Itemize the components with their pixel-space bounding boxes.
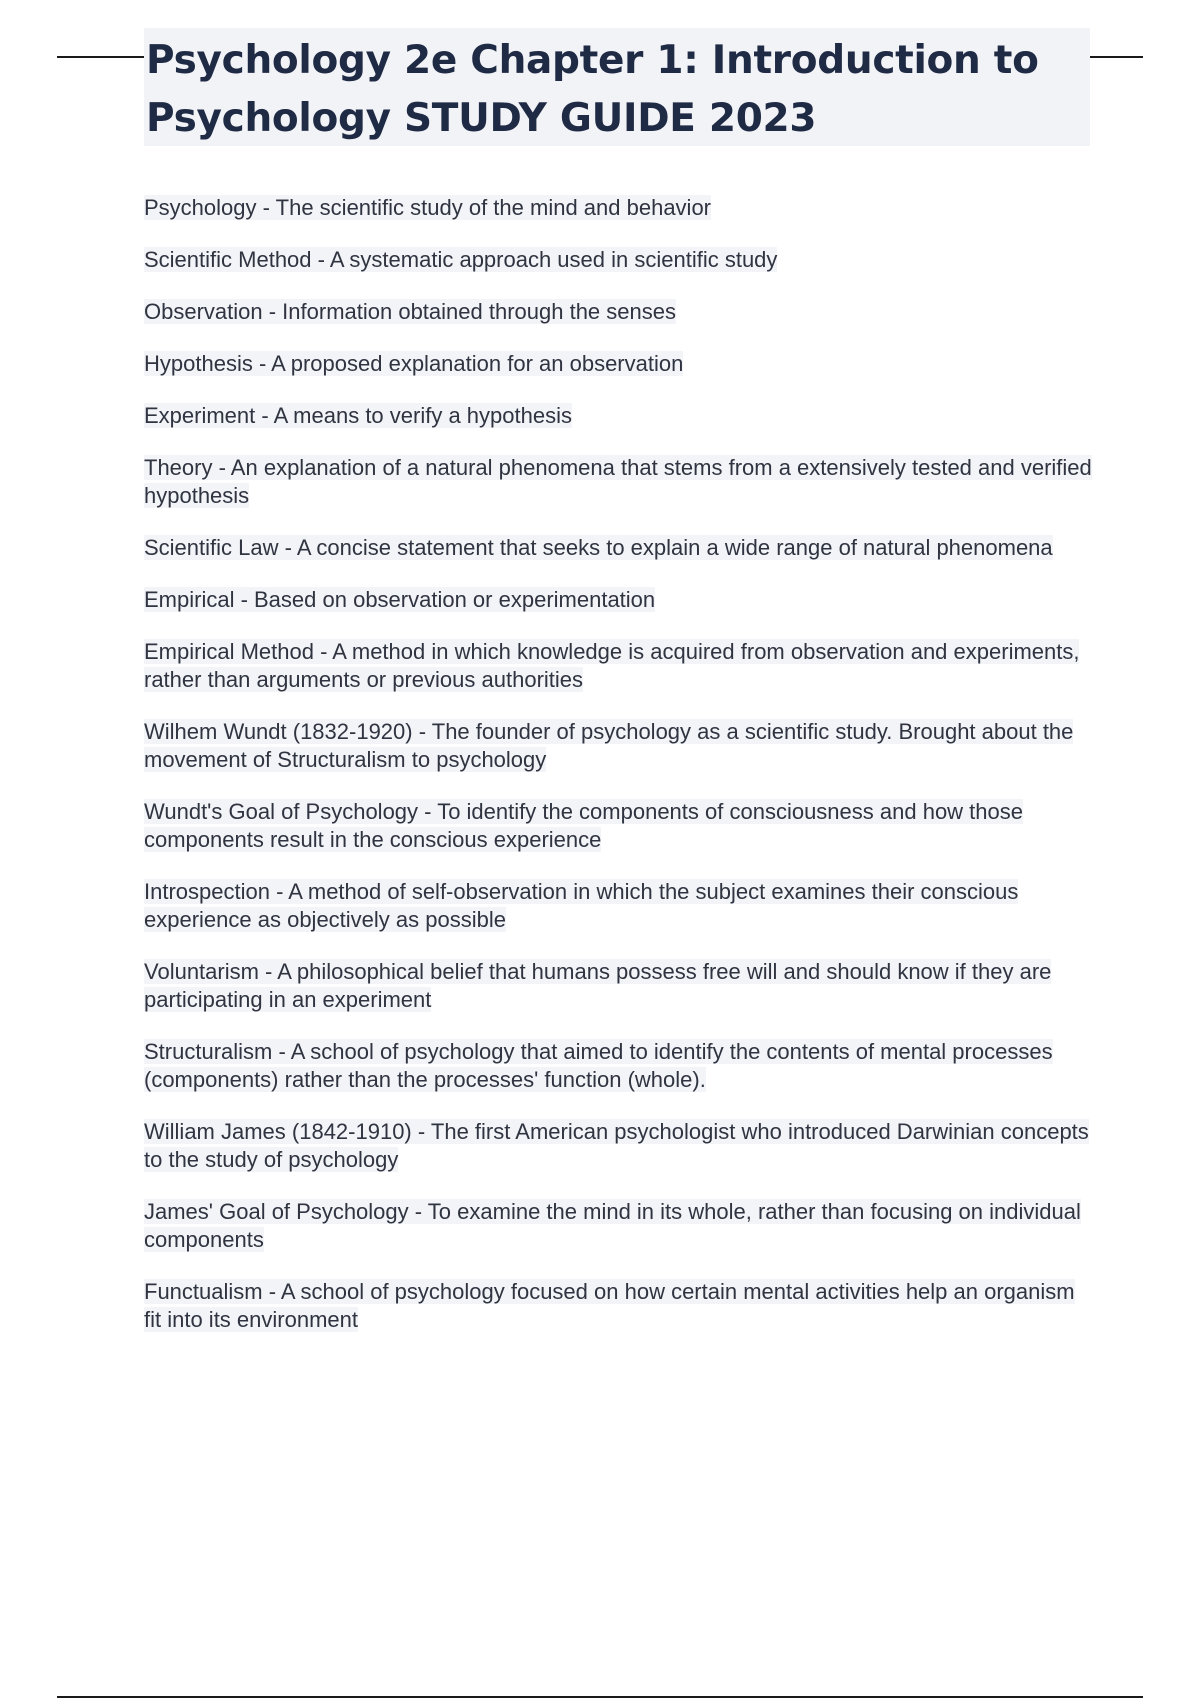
entry-text: William James (1842-1910) - The first American psychologist who introduced Darwinian concepts to the study of psychology: [144, 1119, 1089, 1172]
entry-text: Empirical Method - A method in which knowledge is acquired from observation and experiments, rather than arguments or previous authorities: [144, 639, 1080, 692]
list-item: [144, 454, 1094, 510]
entry-text: Wilhem Wundt (1832-1920) - The founder of psychology as a scientific study. Brought about the movement of Structuralism to psychology: [144, 719, 1074, 772]
list-item: [144, 1198, 1094, 1254]
entry-text: Scientific Law - A concise statement that seeks to explain a wide range of natural phenomena: [144, 535, 1053, 560]
header-rule-left: [57, 56, 145, 58]
list-item: [144, 534, 1094, 562]
page-title: Psychology 2e Chapter 1: Introduction to Psychology STUDY GUIDE 2023: [146, 38, 1039, 141]
title-block: [144, 28, 1090, 146]
list-item: [144, 798, 1094, 854]
list-item: [144, 350, 1094, 378]
list-item: [144, 1118, 1094, 1174]
list-item: [144, 194, 1094, 222]
entry-text: Observation - Information obtained through the senses: [144, 299, 676, 324]
list-item: [144, 586, 1094, 614]
list-item: [144, 298, 1094, 326]
footer-rule: [57, 1696, 1143, 1698]
list-item: [144, 402, 1094, 430]
entry-text: Experiment - A means to verify a hypothesis: [144, 403, 572, 428]
list-item: [144, 1278, 1094, 1334]
entry-text: Structuralism - A school of psychology that aimed to identify the contents of mental processes (components) rather than the processes' function (whole).: [144, 1039, 1053, 1092]
header-rule-right: [1087, 56, 1143, 58]
entry-text: Scientific Method - A systematic approach used in scientific study: [144, 247, 778, 272]
entry-text: Voluntarism - A philosophical belief that humans possess free will and should know if they are participating in an experiment: [144, 959, 1052, 1012]
entry-text: Hypothesis - A proposed explanation for an observation: [144, 351, 684, 376]
list-item: [144, 878, 1094, 934]
entry-text: James' Goal of Psychology - To examine the mind in its whole, rather than focusing on individual components: [144, 1199, 1081, 1252]
entry-text: Wundt's Goal of Psychology - To identify the components of consciousness and how those components result in the conscious experience: [144, 799, 1024, 852]
list-item: [144, 958, 1094, 1014]
entry-text: Psychology - The scientific study of the mind and behavior: [144, 195, 712, 220]
list-item: [144, 246, 1094, 274]
list-item: [144, 718, 1094, 774]
entry-text: Functualism - A school of psychology focused on how certain mental activities help an organism fit into its environment: [144, 1279, 1075, 1332]
list-item: [144, 1038, 1094, 1094]
study-guide-entries: [144, 194, 1094, 1358]
list-item: [144, 638, 1094, 694]
entry-text: Empirical - Based on observation or experimentation: [144, 587, 656, 612]
entry-text: Theory - An explanation of a natural phenomena that stems from a extensively tested and verified hypothesis: [144, 455, 1092, 508]
entry-text: Introspection - A method of self-observation in which the subject examines their conscious experience as objectively as possible: [144, 879, 1019, 932]
